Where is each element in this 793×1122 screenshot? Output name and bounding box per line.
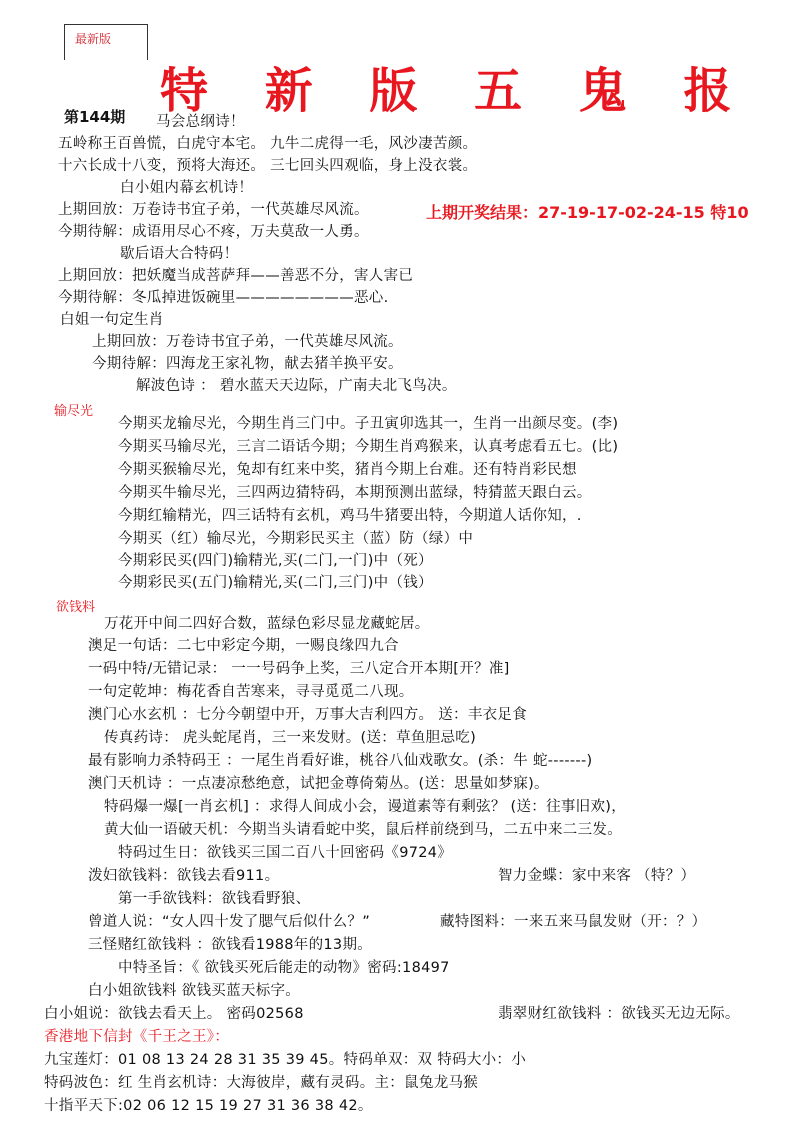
text-line: 特码爆一爆[一肖玄机] ：求得人间成小会，谩道素等有剩弦？ (送：往事旧欢)， xyxy=(104,799,627,815)
text-line: 一码中特/无错记录： 一一号码争上奖，三八定合开本期[开？准] xyxy=(88,661,510,677)
subtitle: 马会总纲诗！ xyxy=(156,114,245,130)
text-line: 五岭称王百兽慌，白虎守本宅。 九牛二虎得一毛，风沙凄苦颜。 xyxy=(58,136,478,152)
text-line: 白小姐说：欲钱去看天上。 密码02568 xyxy=(44,1006,304,1022)
text-line: 传真药诗： 虎头蛇尾肖，三一来发财。(送：草鱼胆忌吃) xyxy=(104,730,477,746)
hk-envelope-heading: 香港地下信封《千王之王》： xyxy=(44,1029,230,1045)
text-line: 翡翠财红欲钱料 ：欲钱买无边无际。 xyxy=(498,1006,740,1022)
text-line: 澳足一句话：二七中彩定今期，一赐良缘四九合 xyxy=(88,638,399,654)
text-line: 澳门天机诗 ：一点凄凉愁绝意，试把金尊倚菊丛。(送：思量如梦寐)。 xyxy=(88,776,549,792)
text-line: 解波色诗 ： 碧水蓝天天边际，广南夫北飞鸟决。 xyxy=(136,378,457,394)
text-line: 藏特图料：一来五来马鼠发财（开：？） xyxy=(440,914,707,930)
text-line: 歇后语大合特码！ xyxy=(120,246,239,262)
text-line: 今期买牛输尽光，三四两边猜特码，本期预测出蓝绿，特猜蓝天跟白云。 xyxy=(118,485,592,501)
text-line: 中特圣旨：《 欲钱买死后能走的动物》密码:18497 xyxy=(118,960,450,976)
text-line: 智力金蝶：家中来客 （特？） xyxy=(498,868,696,884)
text-line: 今期待解：冬瓜掉进饭碗里————————恶心. xyxy=(58,290,389,306)
text-line: 特码波色：红 生肖玄机诗：大海彼岸，藏有灵码。主：鼠兔龙马猴 xyxy=(44,1075,479,1091)
text-line: 今期买马输尽光，三言二语话今期；今期生肖鸡猴来，认真考虑看五七。(比) xyxy=(118,439,619,455)
text-line: 上期回放：万卷诗书宜子弟，一代英雄尽风流。 xyxy=(58,202,369,218)
issue-number: 第144期 xyxy=(64,108,126,126)
badge-text: 最新版 xyxy=(75,32,112,46)
text-line: 黄大仙一语破天机：今期当头请看蛇中奖，鼠后样前绕到马，二五中来二三发。 xyxy=(104,822,622,838)
text-line: 泼妇欲钱料：欲钱去看911。 xyxy=(88,868,280,884)
last-draw-result: 上期开奖结果：27-19-17-02-24-15 特10 xyxy=(426,203,749,222)
text-line: 上期回放：把妖魔当成菩萨拜——善恶不分，害人害已 xyxy=(58,268,414,284)
text-line: 万花开中间二四好合数，蓝绿色彩尽显龙藏蛇居。 xyxy=(104,616,430,632)
text-line: 第一手欲钱料：欲钱看野狼、 xyxy=(118,891,311,907)
text-line: 一句定乾坤：梅花香自苦寒来，寻寻觅觅二八现。 xyxy=(88,684,414,700)
text-line: 白小姐内幕玄机诗！ xyxy=(120,180,254,196)
text-line: 最有影响力杀特码王 ：一尾生肖看好谁，桃谷八仙戏歌女。(杀：牛 蛇-------) xyxy=(88,753,593,769)
text-line: 三怪赌红欲钱料 ：欲钱看1988年的13期。 xyxy=(88,937,373,953)
text-line: 十六长成十八变，预将大海还。 三七回头四观临，身上没衣裳。 xyxy=(58,158,478,174)
text-line: 今期买（红）输尽光，今期彩民买主（蓝）防（绿）中 xyxy=(118,531,474,547)
text-line: 白姐一句定生肖 xyxy=(60,312,164,328)
text-line: 今期买龙输尽光，今期生肖三门中。子丑寅卯选其一，生肖一出颜尽变。(李) xyxy=(118,416,619,432)
page-title: 特 新 版 五 鬼 报 xyxy=(160,63,752,119)
text-line: 今期彩民买(四门)输精光,买(二门,一门)中（死） xyxy=(118,553,433,569)
text-line: 白小姐欲钱料 欲钱买蓝天标字。 xyxy=(88,983,301,999)
text-line: 今期待解：四海龙王家礼物，献去猪羊换平安。 xyxy=(92,356,403,372)
section-label-money: 欲钱料 xyxy=(56,600,96,615)
text-line: 上期回放：万卷诗书宜子弟，一代英雄尽风流。 xyxy=(92,334,403,350)
text-line: 今期红输精光，四三话特有玄机，鸡马牛猪要出特，今期道人话你知，. xyxy=(118,508,582,524)
section-label-lose: 输尽光 xyxy=(54,404,94,419)
text-line: 九宝莲灯：01 08 13 24 28 31 35 39 45。特码单双：双 特码大小：小 xyxy=(44,1052,527,1068)
text-line: 今期买猴输尽光，兔却有红来中奖，猪肖今期上台难。还有特肖彩民想 xyxy=(118,462,577,478)
text-line: 今期待解：成语用尽心不疼，万夫莫敌一人勇。 xyxy=(58,224,369,240)
text-line: 澳门心水玄机 ：七分今朝望中开，万事大吉利四方。 送：丰衣足食 xyxy=(88,707,528,723)
text-line: 今期彩民买(五门)输精光,买(二门,三门)中（钱） xyxy=(118,575,433,591)
text-line: 十指平天下:02 06 12 15 19 27 31 36 38 42。 xyxy=(44,1098,373,1114)
text-line: 曾道人说：“女人四十发了腮气后似什么？” xyxy=(88,914,371,930)
text-line: 特码过生日：欲钱买三国二百八十回密码《9724》 xyxy=(118,845,453,861)
latest-edition-badge xyxy=(64,24,148,60)
